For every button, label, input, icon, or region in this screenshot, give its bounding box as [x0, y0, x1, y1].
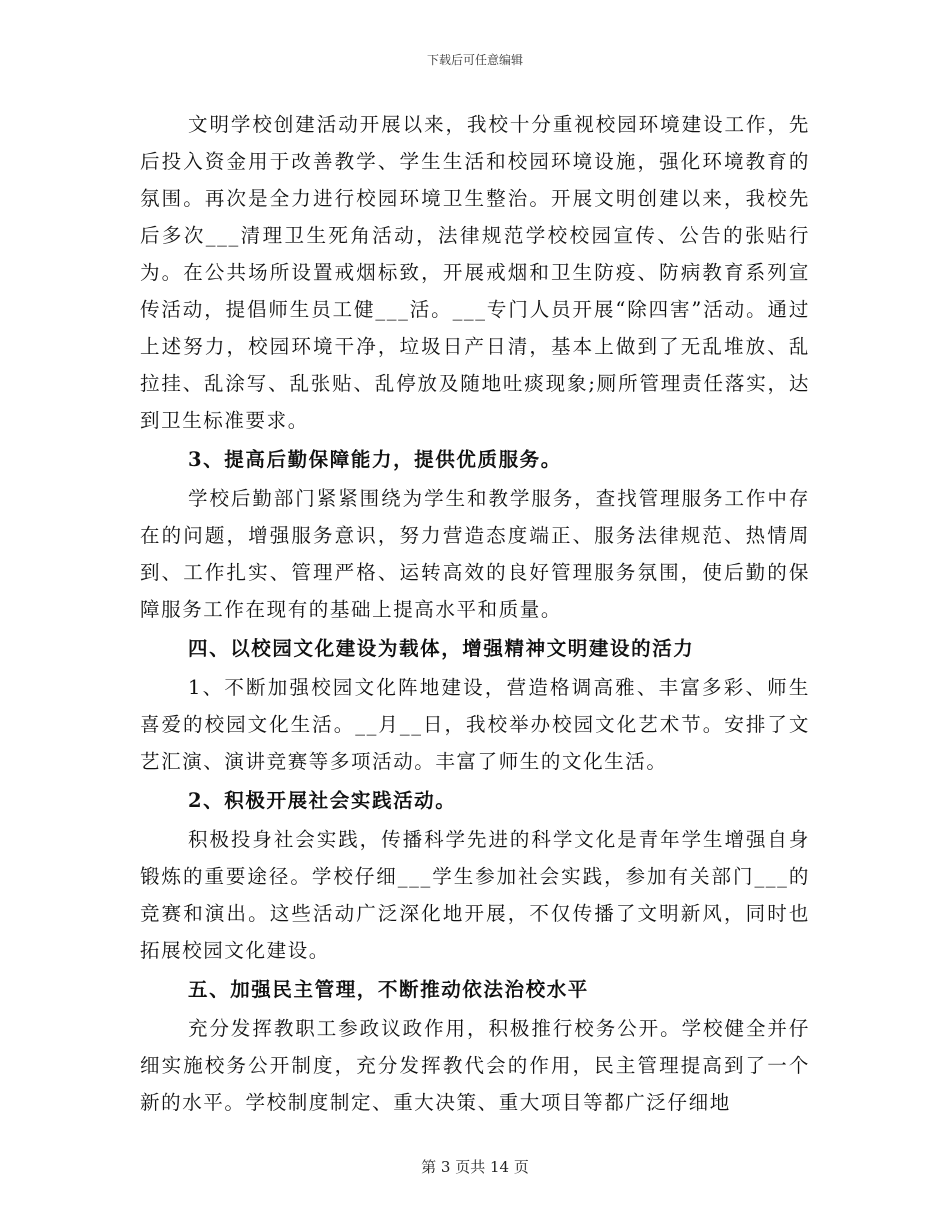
page-header: 下载后可任意编辑 [426, 53, 523, 67]
heading-3-logistics: 3、提高后勤保障能力，提供优质服务。 [188, 448, 562, 471]
paragraph-2: 学校后勤部门紧紧围绕为学生和教学服务，查找管理服务工作中存在的问题，增强服务意识，努力营造态度端正、服务法律规范、热情周到、工作扎实、管理严格、运转高效的良好管理服务氛围，使后勤的保障服务工作在现有的基础上提高水平和质量。 [140, 487, 810, 621]
paragraph-1: 文明学校创建活动开展以来，我校十分重视校园环境建设工作，先后投入资金用于改善教学、学生生活和校园环境设施，强化环境教育的氛围。再次是全力进行校园环境卫生整治。开展文明创建以来，我校先后多次___清理卫生死角活动，法律规范学校校园宣传、公告的张贴行为。在公共场所设置戒烟标致，开展戒烟和卫生防疫、防病教育系列宣传活动，提倡师生员工健___活。___专门人员开展“除四害”活动。通过上述努力，校园环境干净，垃圾日产日清，基本上做到了无乱堆放、乱拉挂、乱涂写、乱张贴、乱停放及随地吐痰现象;厕所管理责任落实，达到卫生标准要求。 [140, 113, 810, 432]
heading-2-social-practice: 2、积极开展社会实践活动。 [188, 789, 457, 812]
paragraph-3: 1、不断加强校园文化阵地建设，营造格调高雅、丰富多彩、师生喜爱的校园文化生活。__月__日，我校举办校园文化艺术节。安排了文艺汇演、演讲竞赛等多项活动。丰富了师生的文化生活。 [140, 676, 810, 773]
paragraph-5: 充分发挥教职工参政议政作用，积极推行校务公开。学校健全并仔细实施校务公开制度，充分发挥教代会的作用，民主管理提高到了一个新的水平。学校制度制定、重大决策、重大项目等都广泛仔细地 [140, 1017, 810, 1114]
document-body [140, 106, 810, 1121]
heading-5-democratic-management: 五、加强民主管理，不断推动依法治校水平 [188, 978, 589, 1001]
page-number: 第 3 页共 14 页 [421, 1158, 529, 1176]
paragraph-4: 积极投身社会实践，传播科学先进的科学文化是青年学生增强自身锻炼的重要途径。学校仔细___学生参加社会实践，参加有关部门___的竞赛和演出。这些活动广泛深化地开展，不仅传播了文明新风，同时也拓展校园文化建设。 [140, 828, 810, 962]
heading-4-culture: 四、以校园文化建设为载体，增强精神文明建设的活力 [188, 637, 695, 660]
